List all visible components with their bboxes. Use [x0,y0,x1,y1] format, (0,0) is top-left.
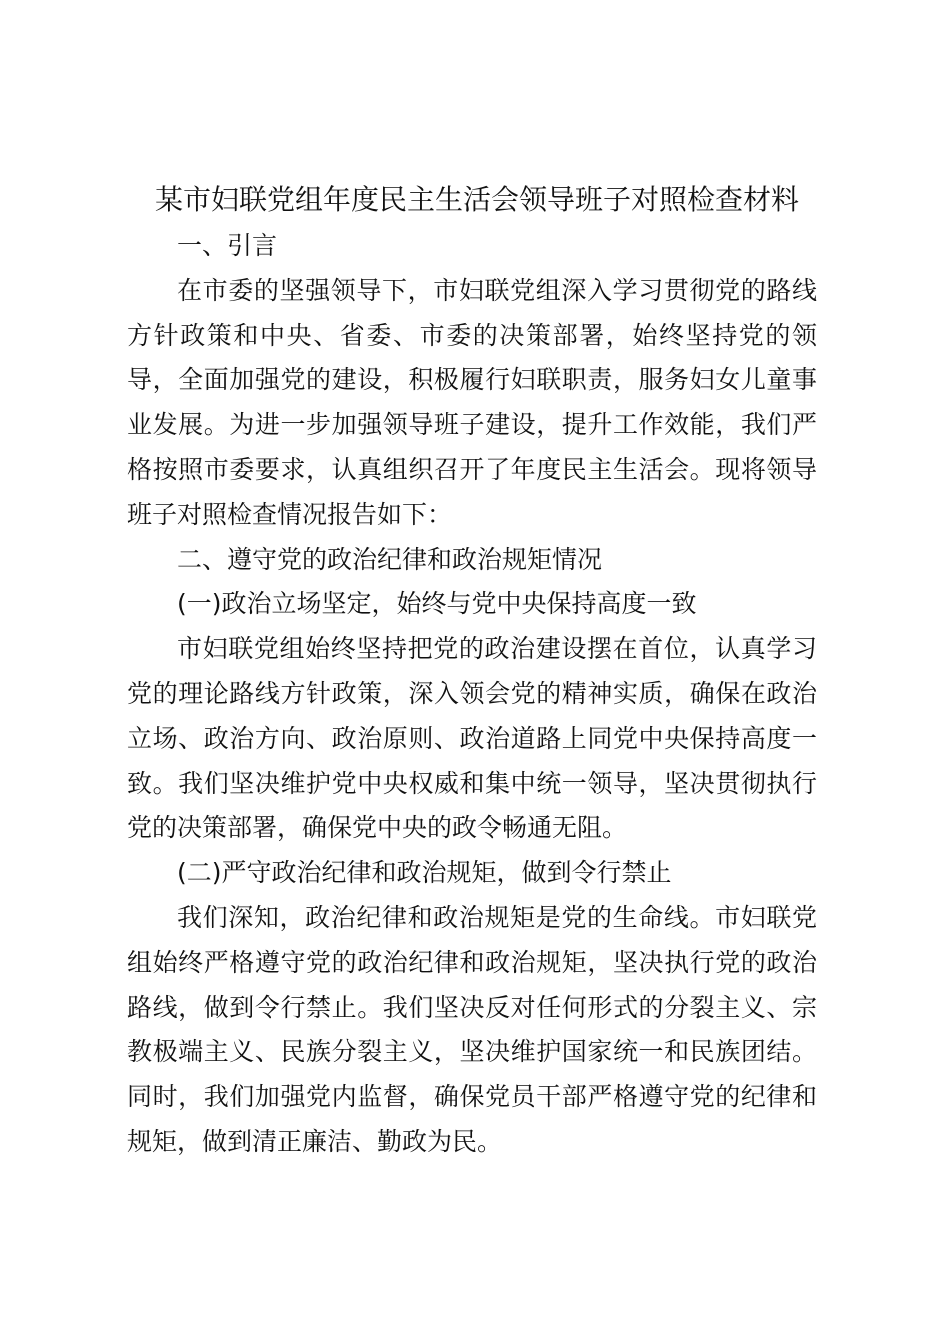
section-heading-intro: 一、引言 [177,231,278,260]
subsection-heading-discipline-rules: (二)严守政治纪律和政治规矩，做到令行禁止 [177,858,672,888]
document-title: 某市妇联党组年度民主生活会领导班子对照检查材料 [154,183,799,216]
paragraph-political-stance: 市妇联党组始终坚持把党的政治建设摆在首位，认真学习党的理论路线方针政策，深入领会党的精神实质，确保在政治立场、政治方向、政治原则、政治道路上同党中央保持高度一致。我们坚决维护党中央权威和集中统一领导，坚决贯彻执行党的决策部署，确保党中央的政令畅通无阻。 [127,634,817,843]
paragraph-discipline-rules: 我们深知，政治纪律和政治规矩是党的生命线。市妇联党组始终严格遵守党的政治纪律和政治规矩，坚决执行党的政治路线，做到令行禁止。我们坚决反对任何形式的分裂主义、宗教极端主义、民族分裂主义，坚决维护国家统一和民族团结。同时，我们加强党内监督，确保党员干部严格遵守党的纪律和规矩，做到清正廉洁、勤政为民。 [127,902,817,1156]
paragraph-intro: 在市委的坚强领导下，市妇联党组深入学习贯彻党的路线方针政策和中央、省委、市委的决策部署，始终坚持党的领导，全面加强党的建设，积极履行妇联职责，服务妇女儿童事业发展。为进一步加强领导班子建设，提升工作效能，我们严格按照市委要求，认真组织召开了年度民主生活会。现将领导班子对照检查情况报告如下： [127,275,817,529]
subsection-heading-political-stance: (一)政治立场坚定，始终与党中央保持高度一致 [177,589,697,619]
section-heading-political-discipline: 二、遵守党的政治纪律和政治规矩情况 [177,544,603,574]
document-body [127,224,817,1165]
